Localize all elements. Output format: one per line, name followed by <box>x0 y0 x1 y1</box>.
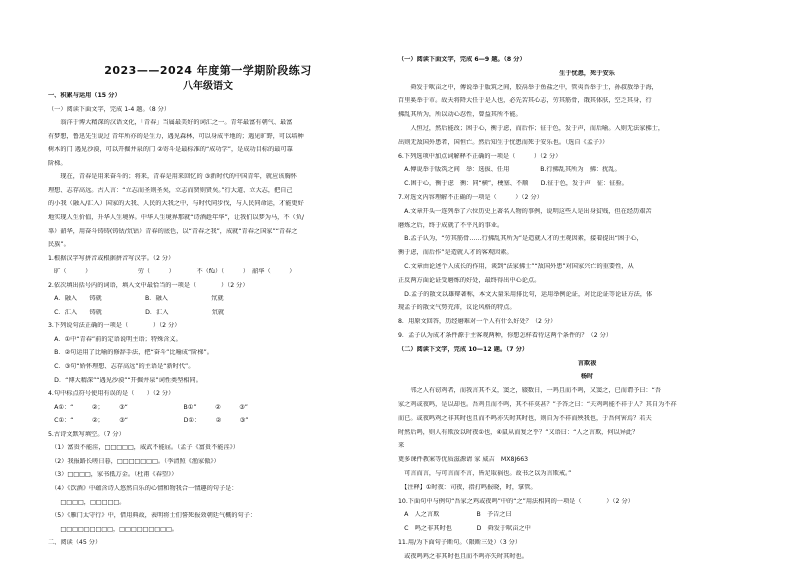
right-text-line: 7.对选文内容理解不正确的一项是（ ）（2 分） <box>398 194 543 201</box>
right-text-line: 10.下面句中与例句“吾家之鸡或夜鸣”中的“之”用法相同的一项是（ ）（2 分） <box>398 497 634 505</box>
right-text-line: 来 <box>398 442 405 450</box>
left-text-line: C．汇入 铸就 D．汇入 氘就 <box>48 308 225 316</box>
left-text-line: 3.下列说句法正确的一项是（ ）（2 分） <box>48 322 181 330</box>
page-subtitle: 八年级语文 <box>183 81 233 92</box>
left-text-line: 二、阅读（45 分） <box>48 539 102 547</box>
right-text-line: 11.用/为下面句子断句。（限断三处）（3 分） <box>398 539 522 546</box>
right-text-line: A 人之言欺 B 予告之曰 <box>398 511 512 519</box>
right-text-line: 或夜鸣鸡之非其时也且而不鸣亦失时其时也。 <box>398 552 528 560</box>
left-text-line: □□□□□□□□□，□□□□□□□□□。 <box>48 525 178 533</box>
right-text-line: 家之鸡或夜鸣，是以却也。吾鸡且而不鸣，其不祥莫甚？”予答之曰：“夫鸡鸣能不祥于人？其自为不祥 <box>398 401 677 408</box>
left-text-line: （一）阅读下面文字，完成 1-4 题。（8 分） <box>48 105 171 113</box>
right-column <box>398 0 776 561</box>
right-text-line: C.困于心，衡于虑 衡：同“横”，梗塞、不顺 D.征于色，发于声 征：征验。 <box>398 180 628 188</box>
left-text-line: 民族”。 <box>48 241 70 249</box>
right-text-line: D.孟子的散文以雄辩著称，本文大量采用排比句，运用举例论证，对比论证等论证方法，体 <box>398 290 653 298</box>
left-text-line: 2.依次填出括号内的词语，填入文中最恰当的一项是（ ）（2 分） <box>48 281 249 289</box>
right-text-line: 出则无敌国外患者，国恒亡。然后知生于忧患而死于安乐也。（选自《孟子》） <box>398 138 609 146</box>
right-text-line: 百里奚举于市。故天将降大任于是人也，必先苦其心志，劳其筋骨，饿其体肤，空乏其身，行 <box>398 97 652 105</box>
left-column <box>48 0 383 561</box>
left-text-line: A．融入 铸就 B．融入 氘就 <box>48 295 224 303</box>
right-text-line: A.傅说举于版筑之间 举：选拔、任用 B.行拂乱其所为 拂：扰乱。 <box>398 166 621 174</box>
left-text-line: 树木的门 遇见沙漠，可以开掘井泉的门 ②寄斗是最标准的“成功学”，是成功目标的最可靠 <box>48 146 293 154</box>
left-text-line: D．“博大精深”“遇见沙漠”“开掘井泉”词性类型相同。 <box>48 376 202 384</box>
left-text-line: B．②句运用了比喻的修辞手法，把“奋斗”比喻成“阶梯”。 <box>48 349 213 357</box>
left-text-line: 一、积累与运用（15 分） <box>48 92 121 99</box>
left-text-line: 5.古诗文默写填空。（7 分） <box>48 430 125 438</box>
right-text-line: 而已。或夜鸣鸡之非其时也且而不鸣亦失时其时也，则自为不祥而殃我也，于吾何害焉？若夫 <box>398 414 652 422</box>
right-text-line: 生于忧患，死于安乐 <box>559 69 615 77</box>
right-text-line: （一）阅读下面文字，完成 6—9 题。（8 分） <box>398 56 526 63</box>
left-text-line: 辜）韶华，用奋斗铸铸(铸钴/氘钴）青春的底色，以“青春之我”，成就“青春之国家”“青春之 <box>48 227 298 235</box>
right-text-line: B.孟子认为，“劳其筋骨……行拂乱其所为”是造就人才的主观因素，接着提出“困于心， <box>398 235 643 243</box>
left-text-line: 的小我（融入/汇入）国家的大我、人民的大我之中，与时代同步伐，与人民同命运，才能更好 <box>48 200 304 208</box>
left-text-line: 旷（ ） 劳（ ） 不（fù）（ ） 韶华（ ） <box>48 268 296 276</box>
left-text-line: 有梦想，鲁迅先生说过 青年所亦的是生力，遇见森林，可以身成平地的；遇见旷野，可以培种 <box>48 132 304 140</box>
right-text-line: （二）阅读下文字，完成 10—12 题。（7 分） <box>398 345 529 353</box>
left-text-line: 翁洋于博大精深的汉语文化，「青春」当属最美好的词汇之一。青年最富有朝气、最富 <box>48 119 293 127</box>
left-text-line: C．③句“娇怀理想、志存高远”的主语是“新时代”。 <box>48 363 195 370</box>
right-text-line: 8．用原文回答，历经磨难对一个人有什么好处？（2 分） <box>398 318 557 326</box>
right-text-line: 拂乱其所为，所以动心忍性，曾益其所不能。 <box>398 111 522 119</box>
left-text-line: 4.句中标点符号使用有误的是（ ）（2 分） <box>48 390 175 398</box>
left-text-line: （2）我报路长嗟日暮，□□□□□□□。（李清照《渔家傲》） <box>48 457 220 465</box>
left-text-line: 理想、志存高远。古人言：“立志而圣则圣矣，立志而贤则贤矣。”行大道、立大志，把自己 <box>48 186 293 194</box>
right-text-line: 人恒过，然后能改；困于心，衡于虑，而后作；征于色，发于声，而后喻。入则无法家拂士， <box>398 125 665 132</box>
left-text-line: □□□□，□□□□□。 <box>48 498 126 506</box>
right-text-line: C 鸣之非其时也 D 舜发于畎亩之中 <box>398 525 531 533</box>
left-text-line: 现在，青春是用来奋斗的；将来，青春是用来回忆的 ③新时代的中国青年，就应该胸怀 <box>48 173 297 181</box>
right-text-line: 【注释】①时夜：司夜，指打鸣报晓，时，掌管。 <box>398 483 537 491</box>
right-text-line: 6.下列选项中加点词解释不正确的一项是（ ）（2 分） <box>398 152 562 160</box>
right-text-line: 正反两方面论证受磨炼的好处，最终得出中心论点。 <box>398 276 541 284</box>
right-text-line: C.文章由论述个人成长的作用，谈到“法家拂士”“敌国外患”对国家兴亡的重要性，从 <box>398 263 634 270</box>
right-text-line: 磨炼之后，终于成就了不平凡的事业。 <box>398 221 504 229</box>
left-text-line: （5）《雁门太守行》中，借用典故，表明将士们誓死报效朝廷气概的句子： <box>48 512 257 520</box>
right-text-line: 杨时 <box>580 373 594 381</box>
right-text-line: 舜发于畎亩之中，傅说举于版筑之间，胶鬲举于鱼盐之中，管夷吾举于士，孙叔敖举于海， <box>398 83 658 91</box>
right-text-line: 时然后鸣，则人有欺汝以时夜①也，④鼠从而复之乎？”又语曰：“人之言欺，何以异此？ <box>398 428 639 436</box>
right-text-line: 可言而言，与可言而不言，皆足取祸也。故书之以为言欺戒。” <box>398 470 572 477</box>
left-text-line: A①：“ ②； ③“ B①” ② ③” <box>48 403 248 411</box>
right-text-line: 9．孟子认为成才条件源于主客观两种，你想怎样看待这两个条件的？（2 分） <box>398 332 613 339</box>
page-title: 2023——2024 年度第一学期阶段练习 <box>104 64 312 77</box>
right-text-line: A.文章开头一连列举了六位历史上著名人物的事例，说明这些人是出身贫贱，但在经历艰苦 <box>398 207 652 215</box>
right-text-line: 现孟子的散文气势充沛，议论风格的特点。 <box>398 304 516 312</box>
left-text-line: （1）富贵不能淫，□□□□□，威武不能屈。（孟子《富贵不能淫》） <box>48 444 239 452</box>
left-text-line: 1.根据汉字写拼音或根据拼音写汉字。（2 分） <box>48 254 175 262</box>
left-text-line: C①：“ ②； ③“ D①： ② ③” <box>48 417 249 425</box>
right-text-line: 衡于虑，而后作”是造就人才的客观因素。 <box>398 249 513 257</box>
left-text-line: （3）□□□□，家书抵万金。（杜甫《春望》） <box>48 471 178 479</box>
left-text-line: 地实现人生价值，升华人生境界。中华人生境界那就“诗酒趁年华”，让我们以梦为马，不（负/ <box>48 213 304 221</box>
right-text-line: 邻之人有窃鸡者，而我言其不义，窦之，辍数日，一鸡且而不鸣，又窦之，已而谓予曰：“吾 <box>398 387 662 395</box>
right-text-line: 更多课件教案等优质滋源请 家 威吉 MX8J663 <box>398 456 529 464</box>
left-text-line: 阶梯。 <box>48 159 67 167</box>
left-text-line: （4）《饮酒》中蕴含诗人悠然自乐的心情和物我合一情趣的句子是： <box>48 484 238 492</box>
left-text-line: A．①中“青春”前的定语说明主语；特殊含义。 <box>48 335 182 343</box>
right-text-line: 言欺祓 <box>577 359 597 367</box>
